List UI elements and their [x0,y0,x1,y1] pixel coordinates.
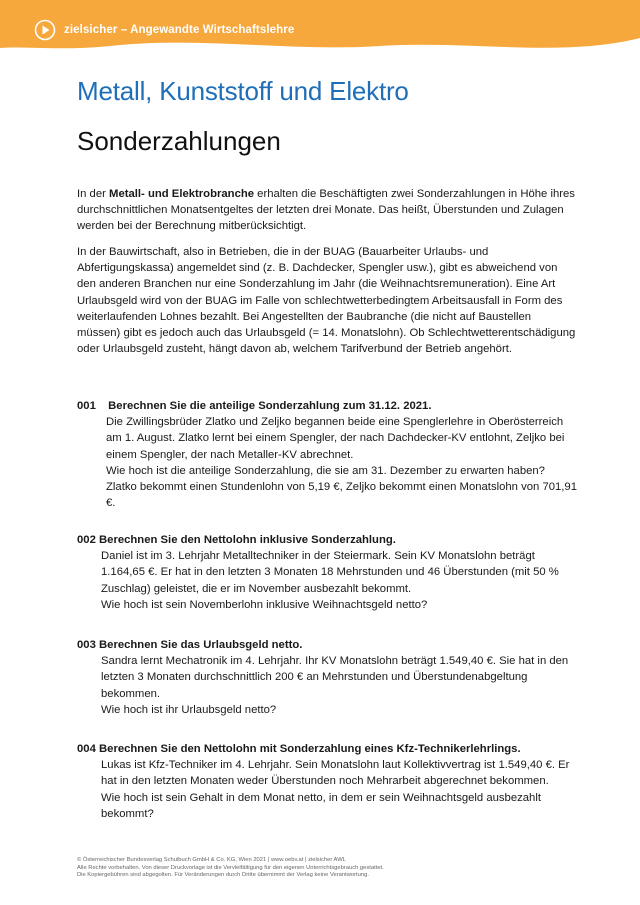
task-question: Wie hoch ist sein Novemberlohn inklusive Weihnachtsgeld netto? [101,598,428,611]
intro-paragraph-2: In der Bauwirtschaft, also in Betrieben, die in der BUAG (Bauarbeiter Urlaubs- und Abfertigungskassa) angemeldet sind (z. B. Dachdecker, Spengler usw.), gibt es abweichend von den anderen Branchen nur eine Sonderzahlung im Jahr (die Weihnachtsremuneration). Eine Art Urlaubsgeld wird von der BUAG im Falle von schlechtwetterbedingtem Arbeitsausfall in Form des weiterlaufenden Lohnes bezahlt. Bei Angestellten der Baubranche (die nicht auf Baustellen müssen) gibt es jedoch auch das Urlaubsgeld (= 14. Monatslohn). Ob Schlechtwetterentschädigung oder Urlaubsgeld zusteht, hängt davon ab, welchem Tarifverbund der Betrieb angehört. [77,246,576,356]
footer-disclaimer: Die Kopiergebühren sind abgegolten. Für Veränderungen durch Dritte übernimmt der Verlag keine Verantwortung. [77,872,369,879]
task-number: 001 [77,400,96,412]
task-number: 003 [77,639,96,651]
brand-name: zielsicher – Angewandte Wirtschaftslehre [64,24,295,36]
task-002 [77,532,577,613]
task-question: Wie hoch ist sein Gehalt in dem Monat netto, in dem er sein Weihnachtsgeld ausbezahlt bekommt? [101,791,541,820]
task-question: Wie hoch ist die anteilige Sonderzahlung, die sie am 31. Dezember zu erwarten haben? Zlatko bekommt einen Stundenlohn von 5,19 €, Zeljko bekommt einen Monatslohn von 701,91 €. [106,464,577,510]
task-body: Lukas ist Kfz-Techniker im 4. Lehrjahr. Sein Monatslohn laut Kollektivvertrag ist 1.549,40 €. Er hat in den letzten Monaten weder Überstunden noch Mehrarbeit abgerechnet bekommen. [101,759,570,788]
task-heading-text: Berechnen Sie den Nettolohn mit Sonderzahlung eines Kfz-Technikerlehrlings. [99,743,521,755]
task-heading [77,637,577,653]
task-heading-text: Berechnen Sie den Nettolohn inklusive Sonderzahlung. [99,534,396,546]
intro-paragraph-1 [77,186,577,235]
task-heading [77,532,577,548]
intro-text: erhalten die Beschäftigten zwei Sonderzahlungen in Höhe ihres durchschnittlichen Monatsentgeltes der letzten drei Monate. Das heißt, Überstunden und Zulagen werden bei der Berechnung mitberücksichtigt. [77,188,575,233]
intro-text: In der [77,188,110,200]
page-title: Sonderzahlungen [77,126,281,156]
task-003 [77,637,577,718]
task-number: 002 [77,534,96,546]
task-body: Sandra lernt Mechatronik im 4. Lehrjahr. Ihr KV Monatslohn beträgt 1.549,40 €. Sie hat in den letzten 3 Monaten durchschnittlich 200 € an Mehrstunden und Überstundenabgeltung bekommen. [101,655,569,700]
footer [77,857,577,880]
task-question: Wie hoch ist ihr Urlaubsgeld netto? [101,703,277,716]
task-004 [77,741,577,822]
task-001 [77,398,577,511]
task-body: Daniel ist im 3. Lehrjahr Metalltechniker in der Steiermark. Sein KV Monatslohn beträgt 1.164,65 €. Er hat in den letzten 3 Monaten 18 Mehrstunden und 46 Überstunden (mit 50 % Zuschlag) geleistet, die er im November ausbezahlt bekommt. [101,550,559,595]
brand [34,18,294,42]
footer-copyright: © Österreichischer Bundesverlag Schulbuch GmbH & Co. KG, Wien 2021 | www.oebv.at | zielsicher AWL [77,857,346,863]
task-heading [77,741,577,757]
task-heading-text: Berechnen Sie das Urlaubsgeld netto. [99,639,303,651]
intro-bold-text: Metall- und Elektrobranche [109,188,255,200]
play-circle-icon [34,19,56,41]
task-body: Die Zwillingsbrüder Zlatko und Zeljko begannen beide eine Spenglerlehre in Oberösterreich am 1. August. Zlatko lernt bei einem Spengler, der nach Dachdecker-KV entlohnt, Zeljko bei einem Spengler, der nach Metaller-KV abrechnet. [106,416,565,461]
footer-rights: Alle Rechte vorbehalten. Von dieser Druckvorlage ist die Vervielfältigung für den eigenen Unterrichtsgebrauch gestattet. [77,864,384,871]
task-heading [77,398,577,414]
subject-heading: Metall, Kunststoff und Elektro [77,76,409,106]
task-number: 004 [77,743,96,755]
task-heading-text: Berechnen Sie die anteilige Sonderzahlung zum 31.12. 2021. [108,400,432,412]
